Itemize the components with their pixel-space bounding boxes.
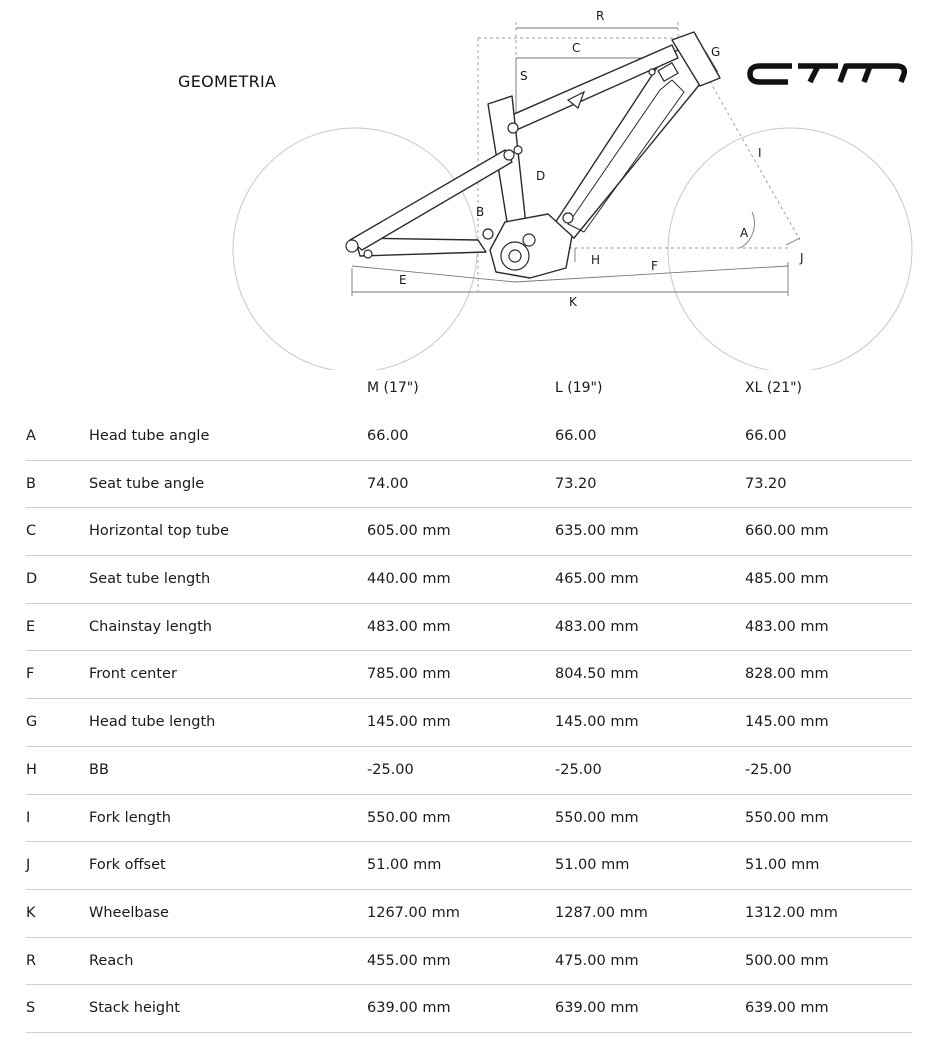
value-xl: 73.20 xyxy=(745,475,787,492)
table-row xyxy=(26,413,912,461)
value-m: 440.00 mm xyxy=(367,571,451,588)
row-name: Fork offset xyxy=(89,857,166,874)
row-letter: S xyxy=(26,1000,36,1017)
row-name: Head tube angle xyxy=(89,428,210,444)
table-row xyxy=(26,842,912,890)
value-m: 66.00 xyxy=(367,428,409,444)
table-row xyxy=(26,461,912,509)
value-m: 639.00 mm xyxy=(367,1000,451,1017)
size-header-xl: XL (21") xyxy=(745,380,803,396)
table-row xyxy=(26,651,912,699)
row-name: BB xyxy=(89,761,109,778)
value-xl: 485.00 mm xyxy=(745,571,829,588)
value-m: 455.00 mm xyxy=(367,952,451,969)
size-header-l: L (19") xyxy=(555,380,603,396)
label-e: E xyxy=(399,273,407,287)
label-k: K xyxy=(569,295,577,309)
front-wheel xyxy=(668,128,912,370)
value-m: 550.00 mm xyxy=(367,809,451,826)
table-row xyxy=(26,890,912,938)
row-letter: R xyxy=(26,952,37,969)
value-l: 483.00 mm xyxy=(555,618,639,635)
value-xl: 1312.00 mm xyxy=(745,904,838,921)
row-letter: A xyxy=(26,428,36,444)
table-row xyxy=(26,508,912,556)
value-l: 73.20 xyxy=(555,475,597,492)
value-m: 1267.00 mm xyxy=(367,904,460,921)
label-c: C xyxy=(572,41,581,55)
table-row xyxy=(26,985,912,1033)
label-h: H xyxy=(591,253,601,267)
value-m: 483.00 mm xyxy=(367,618,451,635)
value-xl: 639.00 mm xyxy=(745,1000,829,1017)
value-l: 550.00 mm xyxy=(555,809,639,826)
geometry-table xyxy=(26,413,912,1033)
value-m: 785.00 mm xyxy=(367,666,451,683)
value-xl: 660.00 mm xyxy=(745,523,829,540)
label-b: B xyxy=(476,205,485,219)
value-m: -25.00 xyxy=(367,761,414,778)
label-d: D xyxy=(536,169,546,183)
row-name: Front center xyxy=(89,666,177,683)
table-row xyxy=(26,604,912,652)
table-row xyxy=(26,556,912,604)
value-l: 804.50 mm xyxy=(555,666,639,683)
label-g: G xyxy=(711,45,721,59)
value-m: 145.00 mm xyxy=(367,714,451,731)
row-letter: K xyxy=(26,904,36,921)
value-l: 51.00 mm xyxy=(555,857,630,874)
row-name: Wheelbase xyxy=(89,904,169,921)
label-i: I xyxy=(758,146,762,160)
value-l: 475.00 mm xyxy=(555,952,639,969)
value-m: 74.00 xyxy=(367,475,409,492)
row-name: Reach xyxy=(89,952,134,969)
bike-geometry-diagram xyxy=(0,0,927,370)
size-header-m: M (17") xyxy=(367,380,419,396)
label-s: S xyxy=(520,69,528,83)
row-letter: H xyxy=(26,761,37,778)
row-name: Seat tube length xyxy=(89,571,211,588)
row-name: Stack height xyxy=(89,1000,180,1017)
row-letter: E xyxy=(26,618,36,635)
row-letter: I xyxy=(26,809,31,826)
row-name: Chainstay length xyxy=(89,618,212,635)
value-l: 465.00 mm xyxy=(555,571,639,588)
table-row xyxy=(26,747,912,795)
label-f: F xyxy=(651,259,658,273)
row-letter: C xyxy=(26,523,37,540)
value-xl: -25.00 xyxy=(745,761,792,778)
value-xl: 550.00 mm xyxy=(745,809,829,826)
row-name: Seat tube angle xyxy=(89,475,205,492)
row-name: Fork length xyxy=(89,809,171,826)
value-xl: 828.00 mm xyxy=(745,666,829,683)
table-row xyxy=(26,699,912,747)
value-m: 605.00 mm xyxy=(367,523,451,540)
label-r: R xyxy=(596,9,605,23)
row-letter: J xyxy=(26,857,31,874)
value-l: 145.00 mm xyxy=(555,714,639,731)
value-l: 635.00 mm xyxy=(555,523,639,540)
value-xl: 66.00 xyxy=(745,428,787,444)
page-title: GEOMETRIA xyxy=(178,72,277,91)
table-row xyxy=(26,938,912,986)
value-xl: 483.00 mm xyxy=(745,618,829,635)
value-l: 639.00 mm xyxy=(555,1000,639,1017)
row-name: Head tube length xyxy=(89,714,216,731)
value-l: 66.00 xyxy=(555,428,597,444)
row-letter: B xyxy=(26,475,36,492)
value-xl: 51.00 mm xyxy=(745,857,820,874)
row-letter: F xyxy=(26,666,35,683)
row-letter: G xyxy=(26,714,38,731)
label-a: A xyxy=(740,226,749,240)
row-name: Horizontal top tube xyxy=(89,523,230,540)
label-j: J xyxy=(800,251,804,265)
value-xl: 500.00 mm xyxy=(745,952,829,969)
row-letter: D xyxy=(26,571,38,588)
value-l: 1287.00 mm xyxy=(555,904,648,921)
value-m: 51.00 mm xyxy=(367,857,442,874)
table-row xyxy=(26,795,912,843)
value-xl: 145.00 mm xyxy=(745,714,829,731)
value-l: -25.00 xyxy=(555,761,602,778)
